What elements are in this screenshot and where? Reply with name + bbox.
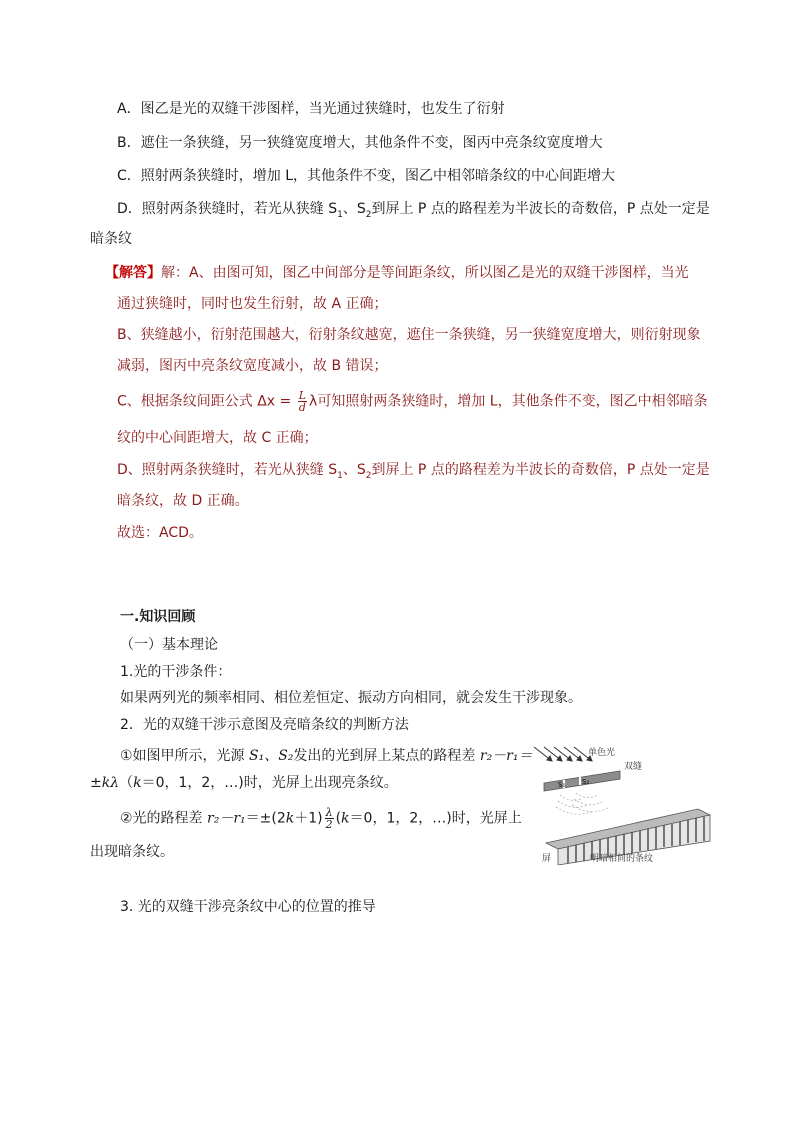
label-fringes: 明暗相间的条纹 [590,854,654,864]
label-s1: S₁ [558,781,566,789]
dark-fringe-condition-cont: 出现暗条纹。 [90,844,174,860]
answer-final: 故选：ACD。 [117,525,203,541]
answer-c-line2: 纹的中心间距增大，故 C 正确； [117,430,318,446]
answer-tag: 【解答】 [105,265,161,281]
answer-b-line2: 减弱，图丙中亮条纹宽度减小，故 B 错误； [117,358,388,374]
double-slit-diagram [530,745,718,865]
label-single-color-light: 单色光 [588,748,616,758]
bright-fringe-condition: ①如图甲所示，光源 S₁、S₂发出的光到屏上某点的路程差 r₂－r₁＝ [120,748,533,764]
option-d: D．照射两条狭缝时，若光从狭缝 $S_1$、$S_2$到屏上 P 点的路程差为半波长的奇数倍，P 点处一定是 [117,201,710,220]
wavefronts [556,793,610,814]
dark-fringe-condition: ②光的路程差 r₂－r₁＝±(2k＋1) $\frac{\lambda}{2}$ (k＝0，1，2，…)时，光屏上 [120,806,522,831]
item-3-title: 3. 光的双缝干涉亮条纹中心的位置的推导 [120,899,376,915]
label-s2: S₂ [582,778,590,786]
item-1-text: 如果两列光的频率相同、相位差恒定、振动方向相同，就会发生干涉现象。 [120,690,582,706]
label-double-slit: 双缝 [624,762,643,772]
incident-light-arrows [534,747,592,761]
subsection-heading: （一）基本理论 [120,637,218,653]
answer-c-line1: C、根据条纹间距公式 Δx = $\frac{L}{d}$ λ可知照射两条狭缝时，增加 L，其他条件不变，图乙中相邻暗条 [117,389,708,414]
item-1-title: 1.光的干涉条件： [120,664,232,680]
label-screen: 屏 [542,854,552,864]
answer-d-line2: 暗条纹，故 D 正确。 [117,493,249,509]
option-a: A．图乙是光的双缝干涉图样，当光通过狭缝时，也发生了衍射 [117,101,505,117]
option-d-continued: 暗条纹 [90,231,132,247]
answer-a-line1: 【解答】解：A、由图可知，图乙中间部分是等间距条纹，所以图乙是光的双缝干涉图样，当光 [105,265,689,281]
option-b: B．遮住一条狭缝，另一狭缝宽度增大，其他条件不变，图丙中亮条纹宽度增大 [117,135,603,151]
item-2-title: 2．光的双缝干涉示意图及亮暗条纹的判断方法 [120,717,409,733]
half-wavelength-fraction: $\frac{\lambda}{2}$ [325,806,333,831]
formula-fraction: $\frac{L}{d}$ [298,389,307,414]
bright-fringe-condition-cont: ±kλ（k＝0，1，2，…)时，光屏上出现亮条纹。 [90,775,398,791]
section-heading: 一.知识回顾 [120,609,196,625]
answer-a-line2: 通过狭缝时，同时也发生衍射，故 A 正确； [117,296,388,312]
option-c: C．照射两条狭缝时，增加 L，其他条件不变，图乙中相邻暗条纹的中心间距增大 [117,168,616,184]
answer-b-line1: B、狭缝越小，衍射范围越大，衍射条纹越宽，遮住一条狭缝，另一狭缝宽度增大，则衍射现象 [117,327,701,343]
answer-d-line1: D、照射两条狭缝时，若光从狭缝 $S_1$、$S_2$到屏上 P 点的路程差为半波长的奇数倍，P 点处一定是 [117,462,710,481]
